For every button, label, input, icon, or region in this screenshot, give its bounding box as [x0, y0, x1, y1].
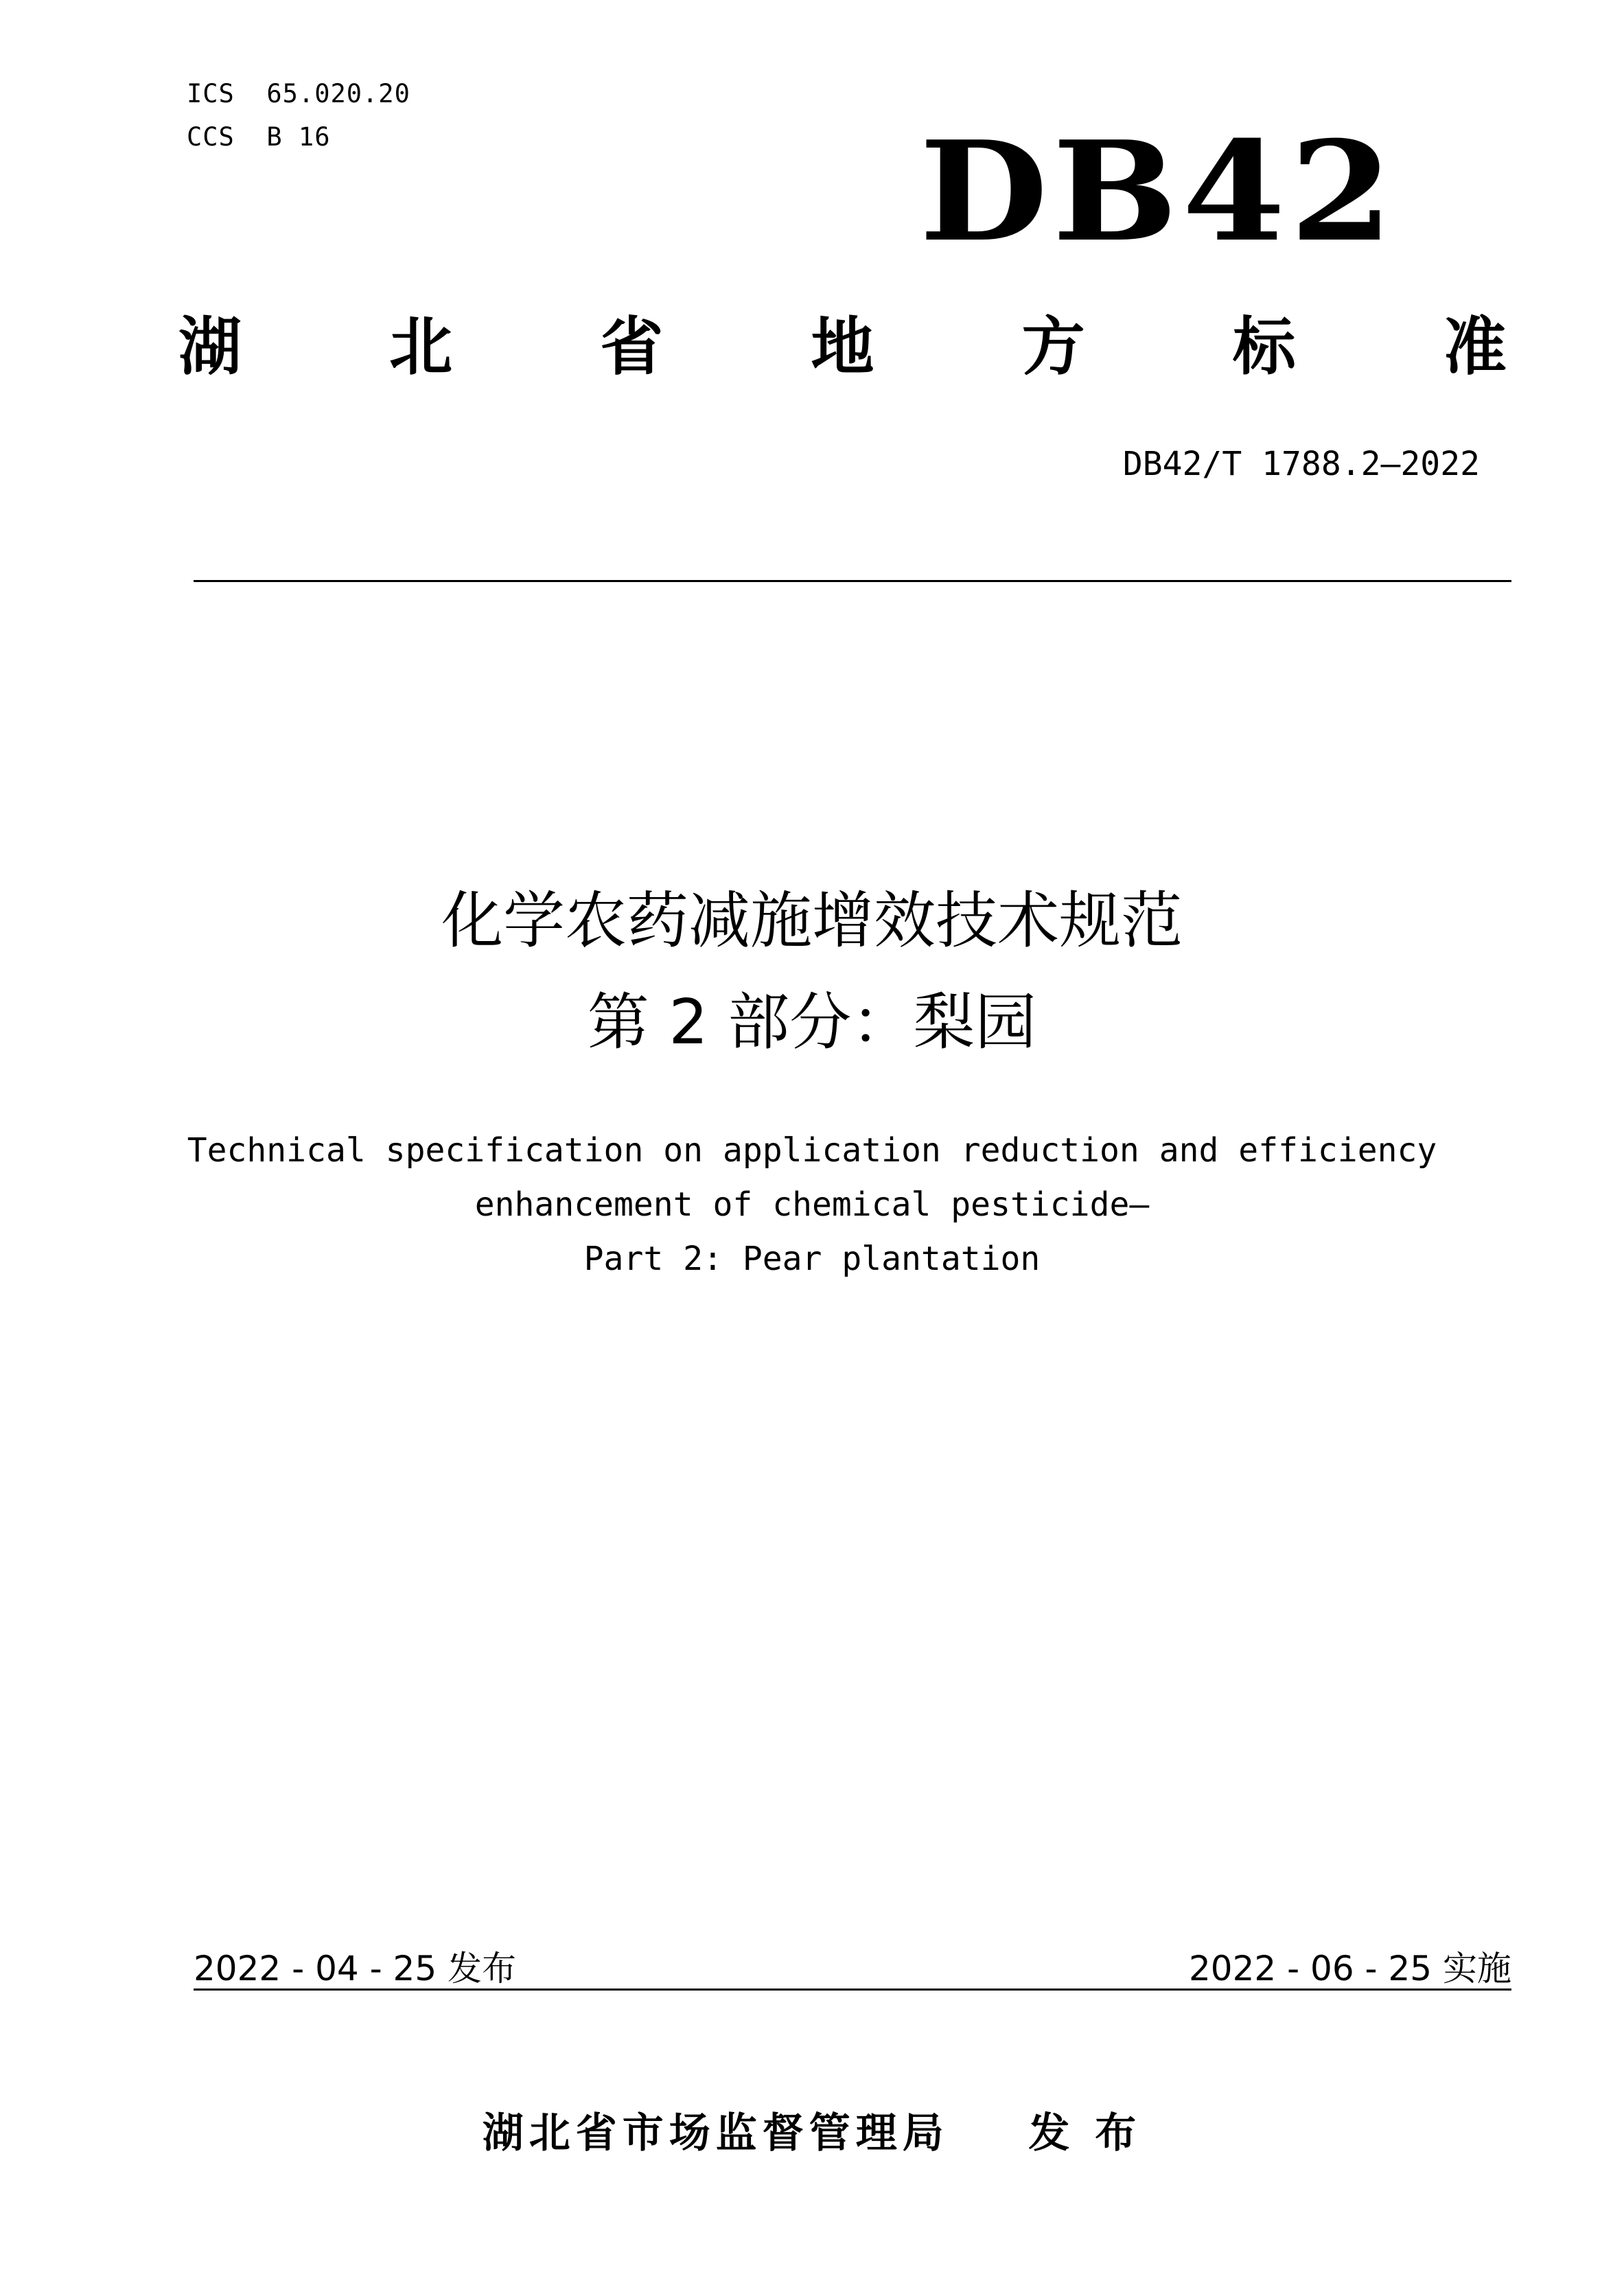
top-divider — [194, 580, 1511, 582]
standard-kind-char: 方 — [1021, 310, 1085, 384]
standard-kind-char: 省 — [600, 310, 664, 384]
standard-kind-char: 地 — [811, 310, 874, 384]
chinese-title-line-1: 化学农药减施增效技术规范 — [441, 885, 1183, 957]
english-title-line-2: enhancement of chemical pesticide— — [474, 1185, 1150, 1224]
english-title-line-1: Technical specification on application reduction and efficiency — [187, 1131, 1437, 1170]
issue-date: 2022 - 04 - 25 发布 — [194, 1949, 517, 1988]
standard-kind-char: 湖 — [178, 310, 242, 384]
standard-kind-char: 准 — [1443, 310, 1507, 384]
chinese-title-line-2: 第 2 部分：梨园 — [587, 986, 1037, 1058]
standard-number: DB42/T 1788.2—2022 — [1122, 445, 1480, 483]
english-title-line-3: Part 2: Pear plantation — [583, 1240, 1041, 1278]
bottom-divider — [194, 1988, 1511, 1991]
db42-logo: DB42 — [919, 111, 1397, 272]
effective-date: 2022 - 06 - 25 实施 — [1188, 1949, 1511, 1988]
publisher-line: 湖北省市场监督管理局 发 布 — [482, 2109, 1142, 2157]
standard-kind-char: 标 — [1232, 310, 1296, 384]
standard-kind-heading — [178, 312, 1507, 382]
ccs-code: CCS B 16 — [187, 122, 331, 152]
ics-code: ICS 65.020.20 — [187, 79, 410, 108]
standard-kind-char: 北 — [389, 310, 453, 384]
